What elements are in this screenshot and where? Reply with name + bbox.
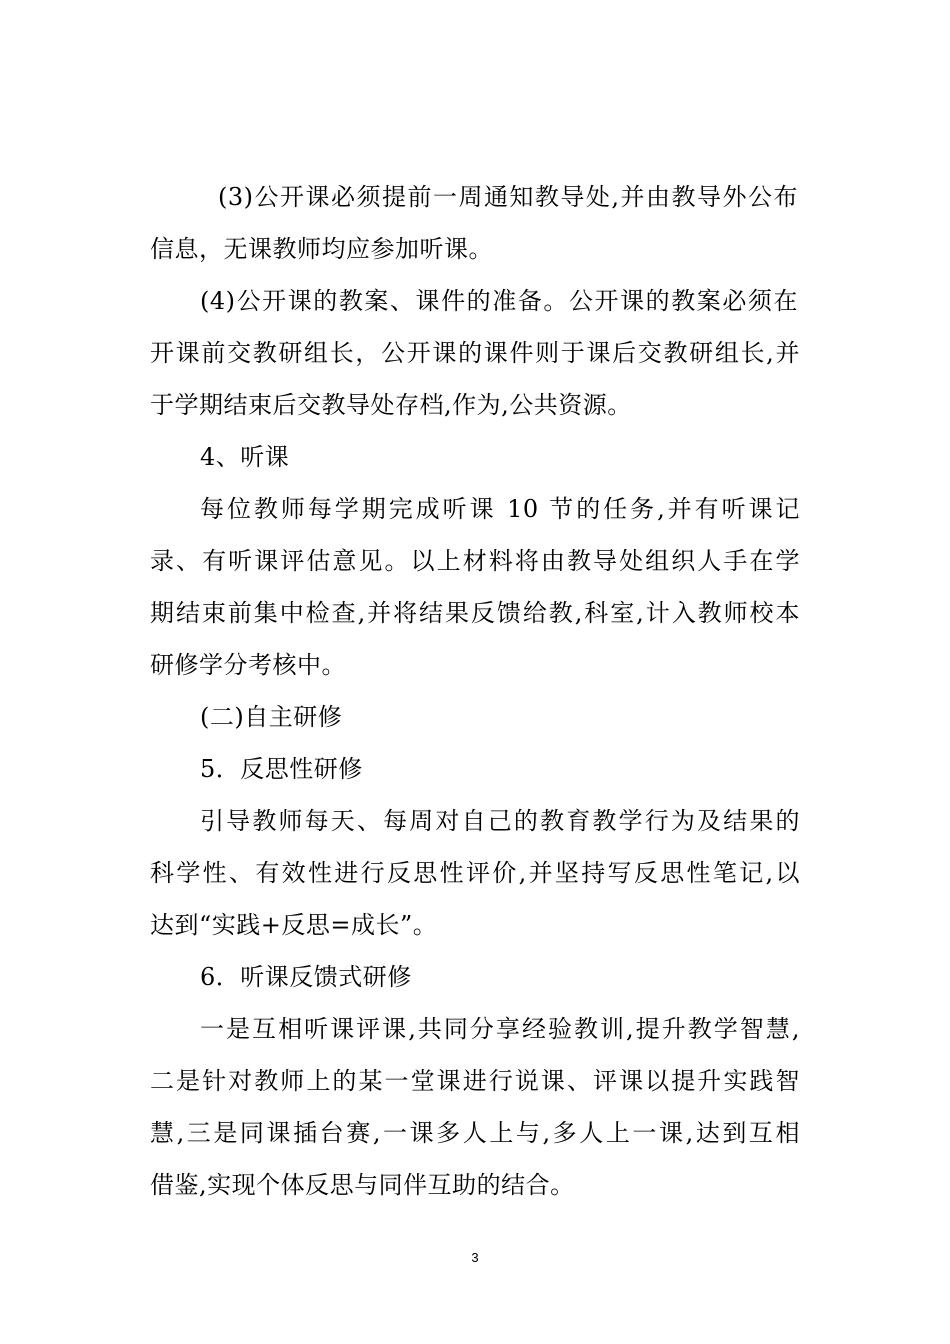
paragraph-line: (3)公开课必须提前一周通知教导处,并由教导外公布	[218, 183, 798, 211]
page-number: 3	[471, 1250, 479, 1265]
paragraph-line: 达到“实践+反思=成长”。	[150, 911, 438, 939]
paragraph-line: 二是针对教师上的某一堂课进行说课、评课以提升实践智	[150, 1067, 800, 1095]
section-heading: (二)自主研修	[200, 703, 343, 731]
section-heading: 5．反思性研修	[200, 755, 363, 783]
paragraph-line: 录、有听课评估意见。以上材料将由教导处组织人手在学	[150, 547, 800, 575]
paragraph-line: 研修学分考核中。	[150, 651, 346, 679]
paragraph-line: 期结束前集中检查,并将结果反馈给教,科室,计入教师校本	[150, 599, 800, 627]
paragraph-line: 引导教师每天、每周对自己的教育教学行为及结果的	[200, 807, 800, 835]
paragraph-line: 信息，无课教师均应参加听课。	[150, 235, 493, 263]
section-heading: 6．听课反馈式研修	[200, 963, 412, 991]
paragraph-line: 慧,三是同课插台赛,一课多人上与,多人上一课,达到互相	[150, 1119, 800, 1147]
paragraph-line: (4)公开课的教案、课件的准备。公开课的教案必须在	[200, 287, 798, 315]
paragraph-line: 开课前交教研组长，公开课的课件则于课后交教研组长,并	[150, 339, 800, 367]
paragraph-line: 科学性、有效性进行反思性评价,并坚持写反思性笔记,以	[150, 859, 800, 887]
paragraph-line: 每位教师每学期完成听课 10 节的任务,并有听课记	[200, 495, 800, 523]
section-heading: 4、听课	[200, 443, 290, 471]
paragraph-line: 一是互相听课评课,共同分享经验教训,提升教学智慧,	[200, 1015, 800, 1043]
paragraph-line: 借鉴,实现个体反思与同伴互助的结合。	[150, 1171, 575, 1199]
paragraph-line: 于学期结束后交教导处存档,作为,公共资源。	[150, 391, 632, 419]
